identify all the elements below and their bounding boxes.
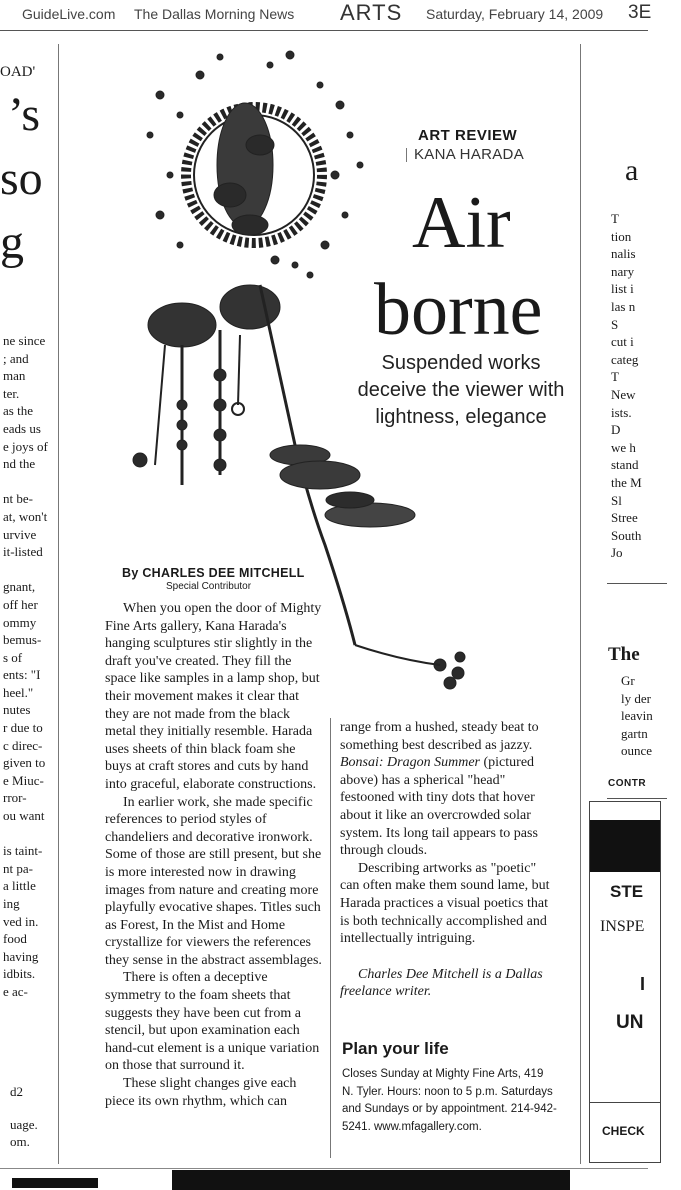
text-line: ists. (611, 404, 632, 420)
byline-role: Special Contributor (166, 581, 252, 592)
text-line: man (3, 368, 26, 384)
left-footer-line: uage. (10, 1117, 38, 1132)
text-line: nt be- (3, 491, 33, 507)
body-paragraph: When you open the door of Mighty Fine Arts gallery, Kana Harada's hanging sculptures stir slightly in the draft you've created. They fill the space like samples in a lamp shop, but their movement makes it clear that they are not made from the black metal they initially resemble. Harada uses sheets of thin black foam she buys at craft stores and cuts by hand into graceful, elaborate constructions. (105, 601, 322, 792)
text-line: las n (611, 298, 636, 314)
headline-line-1: Air (412, 182, 511, 264)
text-line: rror- (3, 790, 27, 806)
text-line: bemus- (3, 632, 42, 648)
article-body-column-1 (105, 600, 323, 1110)
text-line: nalis (611, 246, 636, 262)
text-line: we h (611, 439, 636, 455)
text-line: nutes (3, 702, 31, 718)
text-line: eads us (3, 420, 41, 436)
text-line: Jo (611, 545, 623, 561)
text-line: ter. (3, 385, 20, 401)
right-headline-glyph: a (625, 154, 639, 187)
text-line: cut i (611, 334, 634, 350)
text-line: is taint- (3, 843, 43, 859)
article-dek: Suspended works deceive the viewer with lightness, elegance (357, 352, 565, 428)
text-line: categ (611, 351, 639, 367)
page-bottom-rule (0, 1168, 648, 1169)
right-column-text (611, 210, 671, 562)
text-line: having (3, 948, 39, 964)
newspaper-name: The Dallas Morning News (134, 6, 295, 22)
right-column (581, 44, 653, 1164)
ad-text: CHECK (602, 1124, 645, 1138)
text-line: nary (611, 263, 635, 279)
left-column-text (3, 332, 63, 1001)
site-name: GuideLive.com (22, 6, 116, 22)
artwork-title: Bonsai: Dragon Summer (340, 755, 480, 771)
body-paragraph: Describing artworks as "poetic" can often make them sound lame, but Harada practices a visual poetics that is both technically accomplished and intellectually intriguing. (340, 860, 550, 947)
plan-your-life-heading: Plan your life (342, 1039, 449, 1058)
page-bottom-bar (172, 1170, 570, 1190)
left-column (0, 44, 58, 1164)
advertisement (589, 801, 661, 1163)
text-line: ne since (3, 333, 46, 348)
article-kicker: ART REVIEW (418, 127, 518, 144)
body-paragraph: These slight changes give each piece its own rhythm, which can (105, 1076, 297, 1109)
text-line: Sl (611, 492, 622, 508)
text-line: idbits. (3, 966, 36, 982)
text-line: Stree (611, 510, 638, 526)
text-line: list i (611, 281, 634, 297)
text-line: D (611, 422, 621, 438)
text-line: S (611, 316, 619, 332)
page-bottom-bar (12, 1178, 98, 1188)
text-line: ved in. (3, 913, 39, 929)
text-line: stand (611, 457, 639, 473)
body-paragraph-continued (340, 719, 554, 860)
article-body-column-2 (340, 719, 554, 1001)
left-footer (10, 1116, 38, 1150)
text-line: off her (3, 596, 38, 612)
right-column-text-2 (621, 672, 681, 760)
text-line: South (611, 527, 642, 543)
text-line (3, 825, 63, 843)
byline: By CHARLES DEE MITCHELL (122, 566, 305, 580)
text-line: e joys of (3, 438, 48, 454)
ad-divider (590, 1102, 660, 1103)
contributor-label: CONTR (608, 778, 647, 789)
text-line: New (611, 386, 636, 402)
issue-date: Saturday, February 14, 2009 (426, 6, 604, 22)
text-line: the M (611, 474, 642, 490)
text-line: at, won't (3, 508, 48, 524)
right-divider-2 (607, 798, 667, 799)
right-divider (607, 583, 667, 584)
jump-line: d2 (10, 1084, 23, 1099)
text-line: r due to (3, 720, 43, 736)
kicker-divider (406, 148, 407, 162)
text-line: ; and (3, 350, 29, 366)
text-line: e Miuc- (3, 772, 44, 788)
text-line: ou want (3, 808, 45, 824)
text-line: gnant, (3, 579, 36, 595)
text-line: tion (611, 228, 632, 244)
column-rule-middle (330, 718, 331, 1158)
plan-your-life-text: Closes Sunday at Mighty Fine Arts, 419 N. Tyler. Hours: noon to 5 p.m. Saturdays and Sundays or by appointment. 214-942-5241. www.mfagallery.com. (342, 1068, 557, 1133)
text-line: as the (3, 403, 33, 419)
body-paragraph: There is often a deceptive symmetry to the foam sheets that suggests they have been cut from a stencil, but upon examination each hand-cut element is a unique variation on those that surround it. (105, 970, 320, 1074)
text-line: leavin (621, 708, 653, 724)
text-line: urvive (3, 526, 37, 542)
text-line: Gr (621, 673, 635, 688)
ad-text: UN (616, 1012, 644, 1033)
text-line: ents: "I (3, 667, 41, 683)
text-line: ommy (3, 614, 37, 630)
author-credit: Charles Dee Mitchell is a Dallas freelance writer. (340, 966, 543, 1000)
text-line: heel." (3, 684, 34, 700)
text-line (3, 561, 63, 579)
ad-text: I (640, 974, 646, 994)
text-line: given to (3, 755, 46, 771)
left-headline-line: ’s (8, 88, 41, 141)
section-name: ARTS (340, 0, 403, 25)
body-paragraph: In earlier work, she made specific references to period styles of chandeliers and decorative ironwork. Some of those are still present, but she is more interested now in drawing images from nature and creating more playfully evocative shapes. Titles such as Forest, In the Mist and Home crystallize for viewers the references they sense in the abstract assemblages. (105, 794, 322, 968)
text-line: food (3, 931, 27, 947)
text-line: ounce (621, 743, 653, 759)
headline-line-2: borne (374, 269, 543, 351)
page-number: 3E (628, 2, 652, 23)
text-line: ing (3, 896, 20, 911)
ad-text: INSPE (600, 918, 645, 935)
text-line: nt pa- (3, 860, 33, 876)
text-line (3, 473, 63, 491)
text-line: a little (3, 878, 36, 894)
ad-text: STE (610, 882, 644, 901)
body-text: range from a hushed, steady beat to something best described as jazzy. (340, 720, 539, 753)
ad-banner (590, 820, 660, 872)
left-headline-top: OAD' (0, 64, 36, 80)
body-text: (pictured above) has a spherical "head" festooned with tiny dots that hover about it like an overcrowded solar system. Its long tail appears to pass through clouds. (340, 755, 538, 859)
text-line: e ac- (3, 983, 28, 999)
artist-name: KANA HARADA (414, 146, 524, 163)
text-line: it-listed (3, 544, 43, 560)
text-line: nd the (3, 456, 36, 472)
text-line: gartn (621, 725, 648, 741)
left-headline-line: so (0, 152, 43, 205)
left-footer-line: om. (10, 1134, 30, 1149)
masthead (0, 0, 652, 31)
text-line: c direc- (3, 737, 43, 753)
text-line: s of (3, 649, 23, 665)
text-line: ly der (621, 690, 651, 706)
text-line: T (611, 369, 619, 385)
text-line: T (611, 211, 619, 226)
right-headline: The (608, 644, 640, 665)
left-headline-line: g (0, 216, 24, 269)
